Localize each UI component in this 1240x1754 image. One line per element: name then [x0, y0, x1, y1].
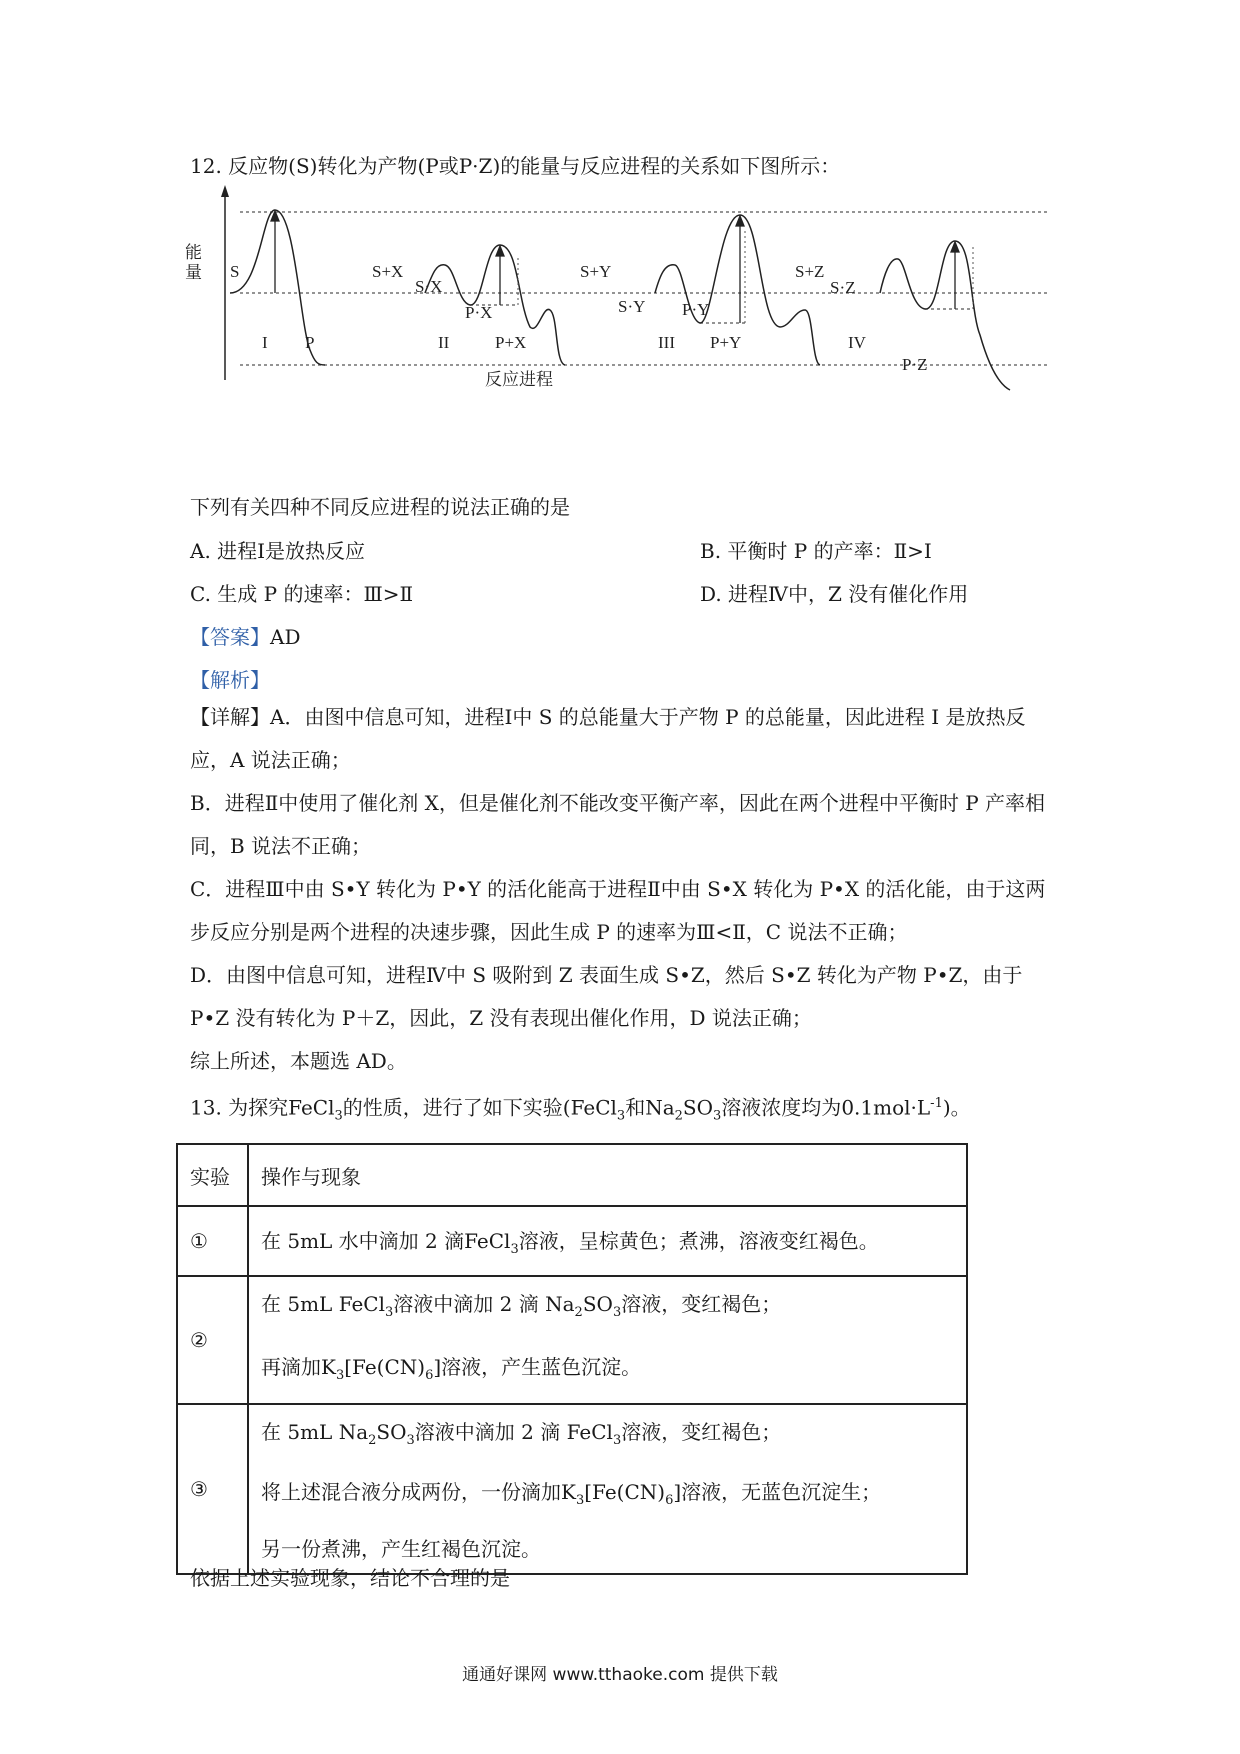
label-PY: P+Y — [710, 333, 742, 352]
label-IV: IV — [848, 333, 866, 352]
row1-text: 在 5mL 水中滴加 2 滴FeCl$_3$溶液，呈棕黄色；煮沸，溶液变红褐色。 — [248, 1206, 967, 1276]
experiment-table — [176, 1143, 968, 1575]
label-P: P — [305, 333, 315, 352]
ylabel-1: 能 — [185, 243, 202, 262]
header-op: 操作与现象 — [248, 1144, 967, 1206]
answer-tag: 【答案】 — [190, 625, 270, 649]
table-row-1 — [177, 1206, 967, 1276]
label-SX: S+X — [372, 262, 404, 281]
detail-tag: 【详解】 — [190, 705, 270, 729]
table-row-2 — [177, 1276, 967, 1404]
answer-line — [190, 623, 300, 651]
label-P_Z: P·Z — [902, 355, 928, 374]
ylabel-2: 量 — [185, 263, 202, 282]
row3-num: ③ — [177, 1404, 248, 1574]
table-header-row — [177, 1144, 967, 1206]
row2-text: 在 5mL FeCl$_3$溶液中滴加 2 滴 $Na_2SO_3$溶液，变红褐色； 再滴加$K_3[Fe(CN)_6]$溶液，产生蓝色沉淀。 — [248, 1276, 967, 1404]
q13-prompt: 依据上述实验现象，结论不合理的是 — [190, 1566, 510, 1590]
footer: 通通好课网 www.tthaoke.com 提供下载 — [462, 1665, 778, 1685]
q12-stem: 12. 反应物(S)转化为产物(P或P·Z)的能量与反应进程的关系如下图所示： — [190, 154, 841, 178]
label-S: S — [230, 262, 240, 281]
detail-B: B．进程Ⅱ中使用了催化剂 X，但是催化剂不能改变平衡产率，因此在两个进程中平衡时 P 产率相同，B 说法不正确； — [190, 791, 1046, 858]
row1-num: ① — [177, 1206, 248, 1276]
option-B: B. 平衡时 P 的产率：Ⅱ>Ⅰ — [700, 539, 932, 563]
energy-axis-arrow — [221, 185, 229, 197]
summary: 综上所述，本题选 AD。 — [190, 1049, 407, 1073]
label-P_X: P·X — [465, 303, 493, 322]
xlabel: 反应进程 — [485, 370, 553, 389]
label-I: I — [262, 333, 268, 352]
dotted-levels — [240, 212, 1050, 365]
row2-num: ② — [177, 1276, 248, 1404]
label-SY: S+Y — [580, 262, 612, 281]
curve-IV — [880, 241, 1010, 390]
option-A: A. 进程Ⅰ是放热反应 — [190, 539, 366, 563]
table-row-3 — [177, 1404, 967, 1574]
label-S_X: S·X — [415, 277, 443, 296]
energy-diagram — [185, 185, 1080, 435]
header-exp: 实验 — [177, 1144, 248, 1206]
detail-A: 【详解】A．由图中信息可知，进程Ⅰ中 S 的总能量大于产物 P 的总能量，因此进程 I 是放热反应，A 说法正确； — [190, 705, 1026, 772]
q13-stem: 13. 为探究FeCl$_3$的性质，进行了如下实验(FeCl$_3$和$Na_2SO_3$溶液浓度均为$0.1mol\cdot L^{-1}$)。 — [190, 1095, 971, 1124]
label-SZ: S+Z — [795, 262, 825, 281]
label-PX: P+X — [495, 333, 527, 352]
label-S_Z: S·Z — [830, 278, 856, 297]
answer-value: AD — [270, 625, 301, 649]
label-II: II — [438, 333, 450, 352]
detail-D: D．由图中信息可知，进程Ⅳ中 S 吸附到 Z 表面生成 S•Z，然后 S•Z 转化为产物 P•Z，由于 P•Z 没有转化为 P＋Z，因此，Z 没有表现出催化作用，D 说法正确； — [190, 963, 1023, 1030]
row3-text: 在 5mL $Na_2SO_3$溶液中滴加 2 滴 FeCl$_3$溶液，变红褐色； 将上述混合液分成两份，一份滴加$K_3[Fe(CN)_6]$溶液，无蓝色沉淀生； 另一份煮沸，产生红褐色沉淀。 — [248, 1404, 967, 1574]
option-C: C. 生成 P 的速率：Ⅲ>Ⅱ — [190, 582, 414, 606]
option-D: D. 进程Ⅳ中，Z 没有催化作用 — [700, 582, 969, 606]
label-S_Y: S·Y — [618, 297, 646, 316]
label-III: III — [658, 333, 675, 352]
analysis-tag: 【解析】 — [190, 668, 270, 692]
q12-prompt: 下列有关四种不同反应进程的说法正确的是 — [190, 495, 570, 519]
detail-C: C．进程Ⅲ中由 S•Y 转化为 P•Y 的活化能高于进程Ⅱ中由 S•X 转化为 P•X 的活化能，由于这两步反应分别是两个进程的决速步骤，因此生成 P 的速率为Ⅲ<Ⅱ，C 说法不正确； — [190, 877, 1046, 944]
label-P_Y: P·Y — [682, 300, 710, 319]
